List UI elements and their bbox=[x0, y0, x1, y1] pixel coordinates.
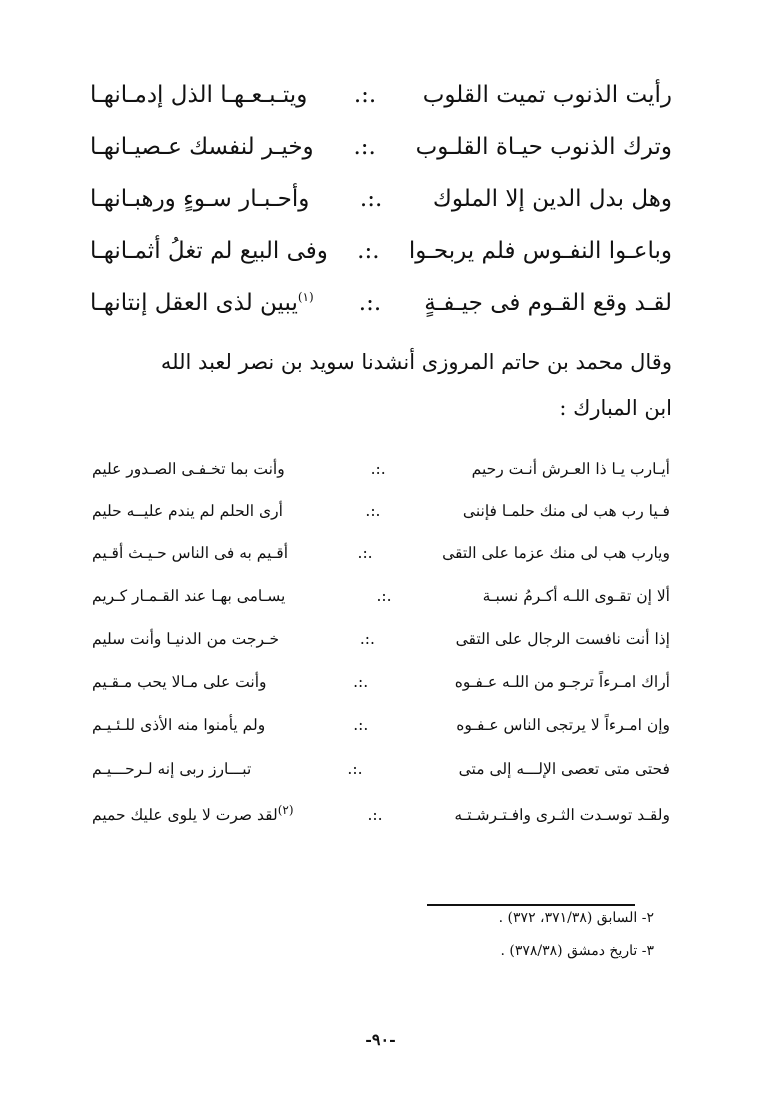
footnote-divider bbox=[427, 904, 635, 906]
verse-separator: .:. bbox=[357, 238, 380, 264]
verse-right-hemistich: فـيا رب هب لى منك حلمـا فإننى bbox=[462, 502, 670, 520]
footnote-ref: (٢) bbox=[277, 803, 294, 817]
verse-separator: .:. bbox=[347, 760, 363, 778]
verse-right-hemistich: أيـارب يـا ذا العـرش أنـت رحيم bbox=[471, 460, 670, 478]
verse-line bbox=[90, 134, 672, 174]
verse-left-hemistich: أرى الحلم لم يندم عليــه حليم bbox=[92, 502, 283, 520]
verse-right-hemistich: ولقـد توسـدت الثـرى وافـتـرشـتـه bbox=[454, 806, 670, 825]
verse-separator: .:. bbox=[365, 502, 381, 520]
verse-left-hemistich: يسـامى بهـا عند القـمـار كـريم bbox=[92, 587, 286, 605]
verse-left-hemistich: وأحـبـار سـوءٍ ورهبـانهـا bbox=[90, 186, 310, 212]
verse-line bbox=[92, 673, 670, 703]
verse-left-hemistich: وأنت على مـالا يحب مـقـيم bbox=[92, 673, 267, 691]
page-number: -٩٠- bbox=[365, 1030, 396, 1049]
verse-line bbox=[92, 587, 670, 617]
verse-separator: .:. bbox=[359, 186, 383, 212]
verse-separator: .:. bbox=[359, 630, 375, 648]
verse-line bbox=[90, 238, 672, 278]
verse-left-hemistich bbox=[92, 803, 296, 824]
verse-right-hemistich: وترك الذنوب حيـاة القلـوب bbox=[415, 134, 672, 160]
verse-left-hemistich: أقـيم به فى الناس حـيـث أقـيم bbox=[92, 544, 288, 562]
verse-separator: .:. bbox=[376, 587, 392, 605]
footnote-2: ٢- السابق (٣٧١/٣٨، ٣٧٢) . bbox=[498, 910, 654, 926]
verse-right-hemistich: وإن امـرءاً لا يرتجى الناس عـفـوه bbox=[456, 716, 670, 734]
verse-right-hemistich: ويارب هب لى منك عزما على التقى bbox=[442, 544, 670, 562]
verse-left-hemistich: وخيـر لنفسك عـصيـانهـا bbox=[90, 134, 314, 160]
verse-separator: .:. bbox=[358, 290, 382, 316]
verse-line bbox=[90, 82, 672, 122]
verse-left-hemistich: وأنت بما تخـفـى الصـدور عليم bbox=[92, 460, 285, 478]
verse-right-hemistich: أراك امـرءاً ترجـو من اللـه عـفـوه bbox=[454, 673, 670, 691]
verse-right-hemistich: وباعـوا النفـوس فلم يربحـوا bbox=[408, 238, 672, 264]
prose-line-1: وقال محمد بن حاتم المروزى أنشدنا سويد بن نصر لعبد الله bbox=[160, 350, 672, 374]
footnote-3: ٣- تاريخ دمشق (٣٧٨/٣٨) . bbox=[500, 943, 654, 959]
verse-line bbox=[90, 290, 672, 330]
verse-right-hemistich: لقـد وقع القـوم فى جيـفـةٍ bbox=[424, 290, 672, 316]
verse-separator: .:. bbox=[367, 806, 383, 825]
verse-left-text: يبين لذى العقل إنتانهـا bbox=[90, 290, 298, 316]
verse-left-hemistich: تبـــارز ربى إنه لـرحـــيـم bbox=[92, 760, 252, 778]
verse-line bbox=[92, 630, 670, 660]
verse-line bbox=[92, 502, 670, 532]
verse-left-hemistich bbox=[90, 290, 316, 316]
verse-separator: .:. bbox=[353, 82, 377, 108]
verse-left-hemistich: ويتـبـعـهـا الذل إدمـانهـا bbox=[90, 82, 308, 108]
verse-line bbox=[92, 803, 670, 833]
verse-right-hemistich: ألا إن تقـوى اللـه أكـرمُ نسبـة bbox=[482, 587, 670, 605]
verse-separator: .:. bbox=[353, 716, 369, 734]
verse-separator: .:. bbox=[353, 673, 369, 691]
verse-right-hemistich: وهل بدل الدين إلا الملوك bbox=[432, 186, 672, 212]
verse-left-hemistich: وفى البيع لم تغلُ أثمـانهـا bbox=[90, 238, 328, 264]
verse-left-hemistich: ولم يأمنوا منه الأذى للـئـيـم bbox=[92, 716, 266, 734]
verse-line bbox=[92, 544, 670, 574]
verse-line bbox=[90, 186, 672, 226]
footnote-ref: (١) bbox=[297, 290, 314, 305]
verse-line bbox=[92, 460, 670, 490]
prose-line-2: ابن المبارك : bbox=[559, 396, 672, 420]
verse-left-hemistich: خـرجت من الدنيـا وأنت سليم bbox=[92, 630, 280, 648]
verse-left-text: لقد صرت لا يلوى عليك حميم bbox=[92, 806, 278, 825]
verse-separator: .:. bbox=[357, 544, 373, 562]
verse-separator: .:. bbox=[353, 134, 376, 160]
verse-line bbox=[92, 716, 670, 746]
verse-right-hemistich: فحتى متى تعصى الإلـــه إلى متى bbox=[458, 760, 670, 778]
verse-separator: .:. bbox=[370, 460, 386, 478]
verse-line bbox=[92, 760, 670, 790]
verse-right-hemistich: رأيت الذنوب تميت القلوب bbox=[422, 82, 672, 108]
verse-right-hemistich: إذا أنت نافست الرجال على التقى bbox=[455, 630, 670, 648]
